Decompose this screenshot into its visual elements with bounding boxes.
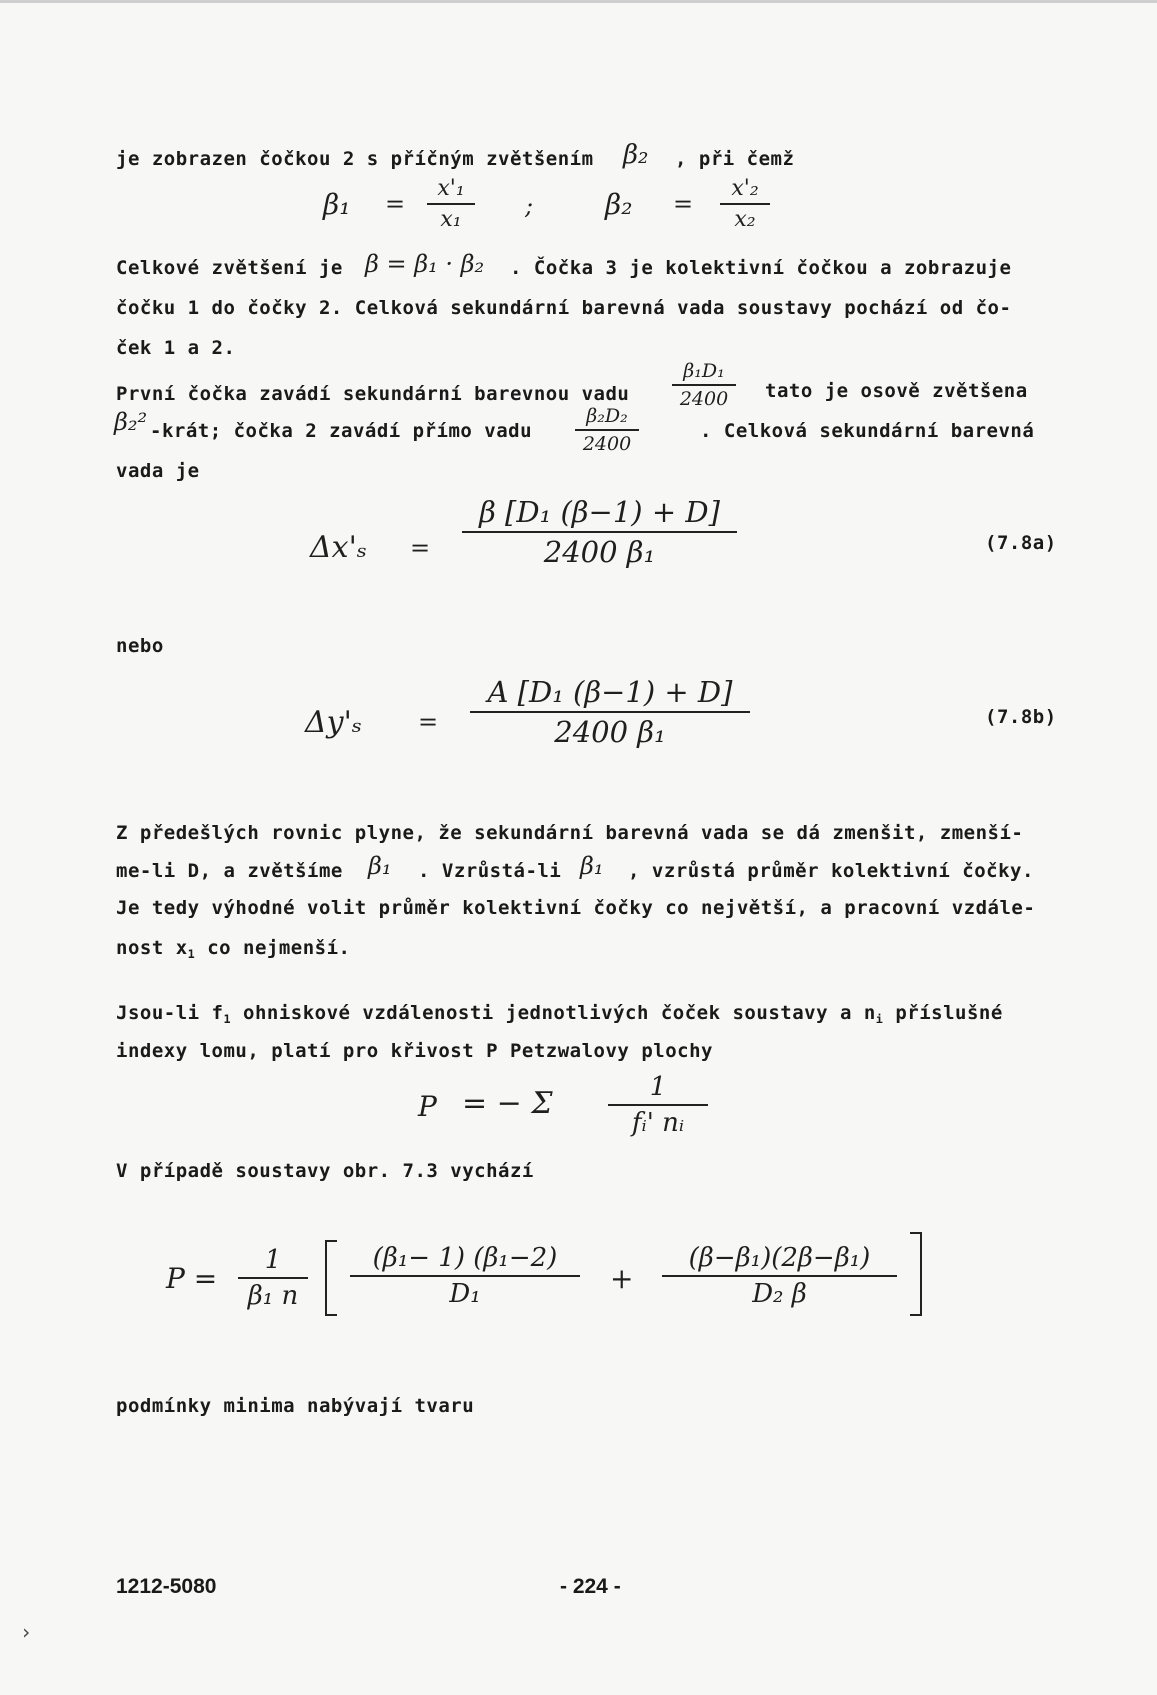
subscript: 1 <box>223 1012 232 1027</box>
math-eq8a-lhs: Δx'ₛ <box>310 530 367 565</box>
fraction-bar <box>238 1277 308 1279</box>
fraction-denominator: x₁ <box>440 207 462 232</box>
text-fragment: co nejmenší. <box>207 937 351 959</box>
text-line-1 <box>116 148 594 170</box>
fraction-denominator: 2400 <box>679 388 729 410</box>
fraction-bar <box>427 203 475 205</box>
right-bracket <box>910 1232 922 1316</box>
fraction-numerator: 1 <box>649 1072 667 1102</box>
text-fragment: , při čemž <box>675 148 795 170</box>
fraction-numerator: A [D₁ (β−1) + D] <box>487 675 733 709</box>
subscript: 1 <box>187 947 196 962</box>
document-id: 1212-5080 <box>116 1575 217 1598</box>
math-big-prefactor <box>238 1245 308 1311</box>
math-petzval-operator: = − Σ <box>462 1086 553 1121</box>
text-fragment: je zobrazen čočkou 2 s příčným zvětšením <box>116 148 594 170</box>
math-beta1-fraction <box>427 176 475 232</box>
fraction-numerator: β₁D₁ <box>683 360 725 382</box>
math-big-term1 <box>350 1243 580 1309</box>
text-paragraph-line <box>116 937 350 961</box>
text-fragment: . Vzrůstá-li <box>418 860 562 882</box>
page-number: - 224 - <box>560 1575 621 1598</box>
fraction-denominator: D₁ <box>449 1279 481 1309</box>
fraction-numerator: (β₁− 1) (β₁−2) <box>372 1243 558 1273</box>
text-nebo: nebo <box>116 635 164 657</box>
text-paragraph-line: indexy lomu, platí pro křivost P Petzwalovy plochy <box>116 1040 713 1062</box>
math-big-term2 <box>662 1243 897 1309</box>
fraction-bar <box>470 711 750 713</box>
math-equals: = <box>418 708 439 736</box>
text-fragment: me-li D, a zvětšíme <box>116 860 343 882</box>
math-beta2-fraction <box>720 176 770 232</box>
text-fragment: Celkové zvětšení je <box>116 257 343 279</box>
text-paragraph-line <box>116 1002 1003 1026</box>
text-fragment: ohniskové vzdálenosti jednotlivých čoček soustavy a n <box>243 1002 876 1024</box>
math-petzval-fraction <box>608 1072 708 1138</box>
math-equals: = <box>410 534 431 562</box>
text-paragraph-line: V případě soustavy obr. 7.3 vychází <box>116 1160 534 1182</box>
math-beta2-inline: β₂ <box>623 140 649 170</box>
math-beta1: β₁ <box>368 852 392 880</box>
fraction-bar <box>720 203 770 205</box>
fraction-bar <box>672 384 736 386</box>
text-paragraph-line: Z předešlých rovnic plyne, že sekundární barevná vada se dá zmenšit, zmenší- <box>116 822 1024 844</box>
fraction-denominator: 2400 <box>582 433 632 455</box>
text-fragment: -krát; čočka 2 zavádí přímo vadu <box>150 420 533 442</box>
text-fragment: příslušné <box>895 1002 1003 1024</box>
fraction-numerator: (β−β₁)(2β−β₁) <box>688 1243 871 1273</box>
fraction-numerator: x'₂ <box>731 176 759 201</box>
math-eq8b-fraction <box>470 675 750 749</box>
left-bracket <box>325 1240 337 1316</box>
equation-number-7-8b: (7.8b) <box>985 706 1057 728</box>
text-fragment: nost x <box>116 937 188 959</box>
fraction-bar <box>608 1104 708 1106</box>
fraction-denominator: D₂ β <box>752 1279 807 1309</box>
math-fraction-b1d1 <box>672 360 736 410</box>
text-line-4: ček 1 a 2. <box>116 337 236 359</box>
text-fragment: . Čočka 3 je kolektivní čočkou a zobrazuje <box>510 257 1012 279</box>
math-beta2-lhs: β₂ <box>605 188 633 221</box>
subscript: i <box>875 1012 884 1027</box>
text-paragraph-line: podmínky minima nabývají tvaru <box>116 1395 475 1417</box>
fraction-bar <box>662 1275 897 1277</box>
math-plus: + <box>610 1262 634 1295</box>
math-eq8a-fraction <box>462 495 737 569</box>
text-line-7: vada je <box>116 460 200 482</box>
math-eq8b-lhs: Δy'ₛ <box>305 705 362 740</box>
equation-number-7-8a: (7.8a) <box>985 532 1057 554</box>
math-fraction-b2d2 <box>575 405 639 455</box>
math-big-lhs: P = <box>166 1262 218 1295</box>
top-edge <box>0 0 1157 3</box>
math-equals: = <box>385 190 406 218</box>
fraction-bar <box>462 531 737 533</box>
fraction-bar <box>350 1275 580 1277</box>
fraction-numerator: β₂D₂ <box>586 405 628 427</box>
scan-speck: › <box>20 1620 33 1644</box>
fraction-denominator: 2400 β₁ <box>543 535 656 569</box>
math-total-beta: β = β₁ · β₂ <box>365 250 485 278</box>
fraction-bar <box>575 429 639 431</box>
fraction-denominator: fᵢ' nᵢ <box>631 1108 685 1138</box>
math-beta2-squared: β₂² <box>114 408 148 436</box>
fraction-numerator: x'₁ <box>437 176 465 201</box>
fraction-denominator: 2400 β₁ <box>554 715 666 749</box>
fraction-numerator: 1 <box>264 1245 282 1275</box>
math-beta1: β₁ <box>580 852 604 880</box>
math-petzval-lhs: P <box>418 1090 437 1123</box>
text-fragment: První čočka zavádí sekundární barevnou vadu <box>116 383 630 405</box>
fraction-denominator: β₁ n <box>247 1281 299 1311</box>
text-fragment: . Celková sekundární barevná <box>700 420 1035 442</box>
math-semicolon: ; <box>525 192 534 220</box>
math-equals: = <box>673 190 694 218</box>
text-fragment: , vzrůstá průměr kolektivní čočky. <box>628 860 1034 882</box>
math-beta1-lhs: β₁ <box>323 188 351 221</box>
text-line-3: čočku 1 do čočky 2. Celková sekundární barevná vada soustavy pochází od čo- <box>116 297 1012 319</box>
text-fragment: tato je osově zvětšena <box>765 380 1028 402</box>
text-fragment: Jsou-li f <box>116 1002 224 1024</box>
fraction-numerator: β [D₁ (β−1) + D] <box>479 495 720 529</box>
fraction-denominator: x₂ <box>734 207 756 232</box>
text-paragraph-line: Je tedy výhodné volit průměr kolektivní čočky co největší, a pracovní vzdále- <box>116 897 1036 919</box>
